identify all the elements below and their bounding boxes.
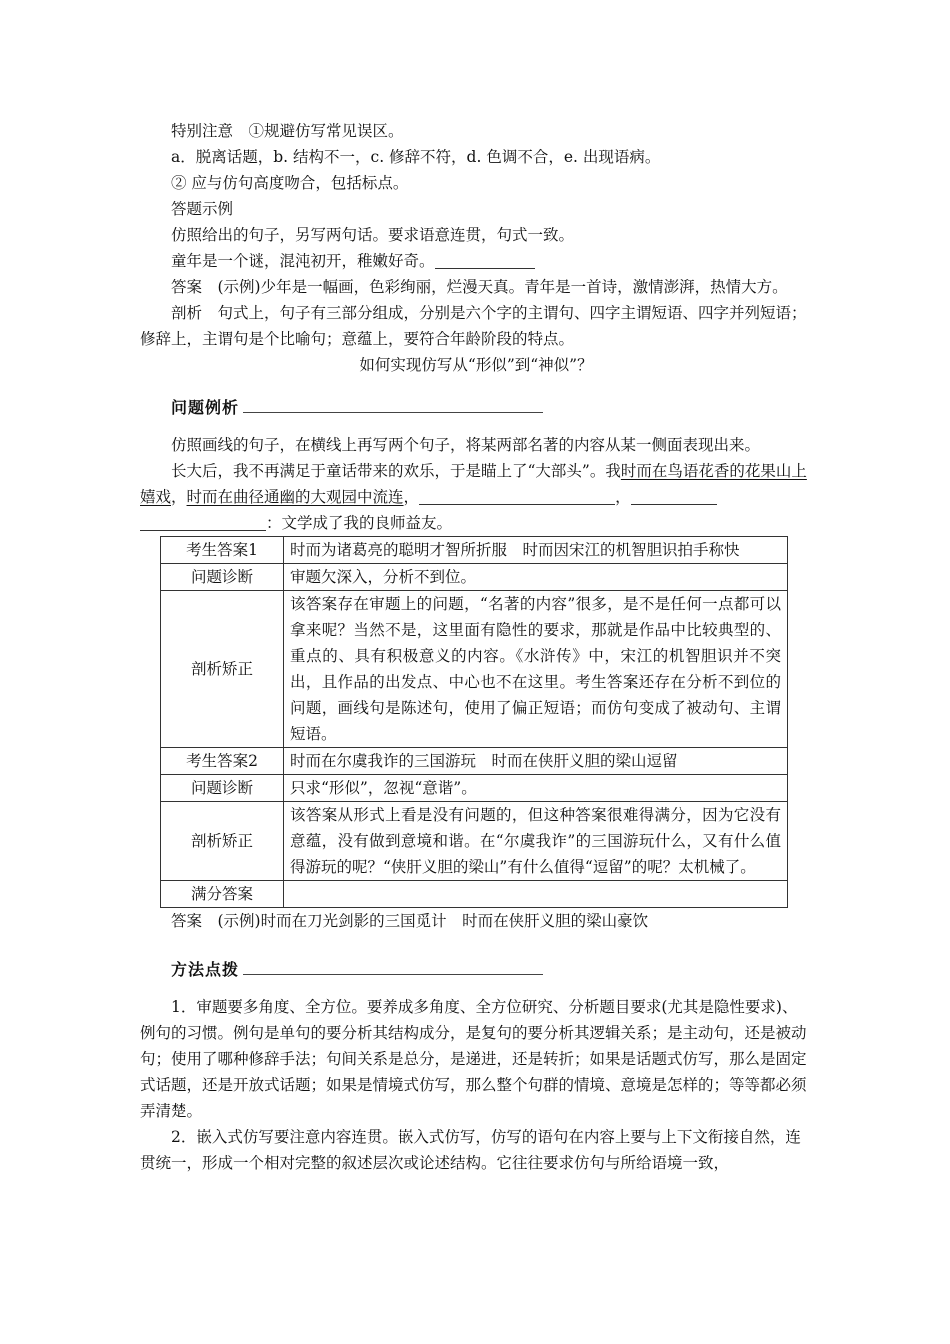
example-prompt: 仿照给出的句子，另写两句话。要求语意连贯，句式一致。 xyxy=(171,226,575,244)
method-paragraph-2: 2．嵌入式仿写要注意内容连贯。嵌入式仿写，仿写的语句在内容上要与上下文衔接自然，连贯统一，形成一个相对完整的叙述层次或论述结构。它往往要求仿句与所给语境一致， xyxy=(140,1128,801,1172)
table-row xyxy=(161,537,788,564)
heading-rule xyxy=(243,412,543,413)
exercise-passage xyxy=(140,458,812,536)
row-text: 该答案从形式上看是没有问题的，但这种答案很难得满分，因为它没有意蕴，没有做到意境和谐。在“尔虞我诈”的三国游玩什么，又有什么值得游玩的呢？“侠肝义胆的梁山”有什么值得“逗留”的呢？太机械了。 xyxy=(284,802,788,881)
example-sentence-text: 童年是一个谜，混沌初开，稚嫩好奇。 xyxy=(171,252,435,270)
example-analysis: 剖析 句式上，句子有三部分组成，分别是六个字的主谓句、四字主谓短语、四字并列短语；修辞上，主谓句是个比喻句；意蕴上，要符合年龄阶段的特点。 xyxy=(140,304,807,348)
note-line-1: 特别注意 ①规避仿写常见误区。 xyxy=(171,122,404,140)
exercise-prompt: 仿照画线的句子，在横线上再写两个句子，将某两部名著的内容从某一侧面表现出来。 xyxy=(171,436,761,454)
section-subtitle: 如何实现仿写从“形似”到“神似”？ xyxy=(359,356,593,374)
row-label: 考生答案2 xyxy=(161,748,284,775)
document-page xyxy=(140,118,812,1176)
passage-intro: 长大后，我不再满足于童话带来的欢乐，于是瞄上了“大部头”。我 xyxy=(171,462,621,480)
table-row xyxy=(161,748,788,775)
analysis-table xyxy=(160,536,788,908)
row-label: 剖析矫正 xyxy=(161,802,284,881)
row-text: 只求“形似”，忽视“意谐”。 xyxy=(284,775,788,802)
row-label: 满分答案 xyxy=(161,881,284,908)
passage-comma-2: ， xyxy=(403,488,420,506)
section-heading-problems xyxy=(171,390,812,418)
table-row xyxy=(161,564,788,591)
section-heading-methods xyxy=(171,952,812,980)
table-row xyxy=(161,591,788,748)
heading-rule xyxy=(243,974,543,975)
note-line-3: ② 应与仿句高度吻合，包括标点。 xyxy=(171,174,409,192)
table-row xyxy=(161,775,788,802)
table-row xyxy=(161,802,788,881)
example-sentence xyxy=(140,248,812,274)
table-row xyxy=(161,881,788,908)
row-text xyxy=(284,881,788,908)
row-label: 问题诊断 xyxy=(161,564,284,591)
section-title: 问题例析 xyxy=(171,398,240,417)
example-heading: 答题示例 xyxy=(171,200,234,218)
row-text: 时而在尔虞我诈的三国游玩 时而在侠肝义胆的梁山逗留 xyxy=(284,748,788,775)
passage-comma-3: ， xyxy=(615,488,631,506)
exercise-answer: 答案 (示例)时而在刀光剑影的三国觅计 时而在侠肝义胆的梁山豪饮 xyxy=(171,912,649,930)
row-label: 考生答案1 xyxy=(161,537,284,564)
row-text: 时而为诸葛亮的聪明才智所折服 时而因宋江的机智胆识拍手称快 xyxy=(284,537,788,564)
note-line-2: a．脱离话题，b. 结构不一，c. 修辞不符，d. 色调不合，e. 出现语病。 xyxy=(171,148,661,166)
row-text: 该答案存在审题上的问题，“名著的内容”很多，是不是任何一点都可以拿来呢？当然不是，这里面有隐性的要求，那就是作品中比较典型的、重点的、具有积极意义的内容。《水浒传》中，宋江的机智胆识并不突出，且作品的出发点、中心也不在这里。考生答案还存在分析不到位的问题，画线句是陈述句，使用了偏正短语；而仿句变成了被动句、主谓短语。 xyxy=(284,591,788,748)
section-title: 方法点拨 xyxy=(171,960,240,979)
passage-comma: ， xyxy=(171,488,187,506)
method-paragraph-1: 1．审题要多角度、全方位。要养成多角度、全方位研究、分析题目要求(尤其是隐性要求)、例句的习惯。例句是单句的要分析其结构成分，是复句的要分析其逻辑关系；是主动句，还是被动句；使用了哪种修辞手法；句间关系是总分，是递进，还是转折；如果是话题式仿写，那么是固定式话题，还是开放式话题；如果是情境式仿写，那么整个句群的情境、意境是怎样的；等等都必须弄清楚。 xyxy=(140,998,807,1120)
underlined-sentence-1: 时而在鸟语花香的花果山上嬉戏 xyxy=(140,462,807,506)
row-text: 审题欠深入，分析不到位。 xyxy=(284,564,788,591)
example-answer: 答案 (示例)少年是一幅画，色彩绚丽，烂漫天真。青年是一首诗，激情澎湃，热情大方。 xyxy=(171,278,788,296)
row-label: 剖析矫正 xyxy=(161,591,284,748)
row-label: 问题诊断 xyxy=(161,775,284,802)
underlined-sentence-2: 时而在曲径通幽的大观园中流连 xyxy=(186,488,404,506)
fill-blank-2 xyxy=(631,488,717,505)
fill-blank-2-cont xyxy=(140,514,266,531)
fill-blank-1 xyxy=(419,488,615,505)
answer-blank xyxy=(435,252,535,269)
passage-end: ：文学成了我的良师益友。 xyxy=(266,514,453,532)
